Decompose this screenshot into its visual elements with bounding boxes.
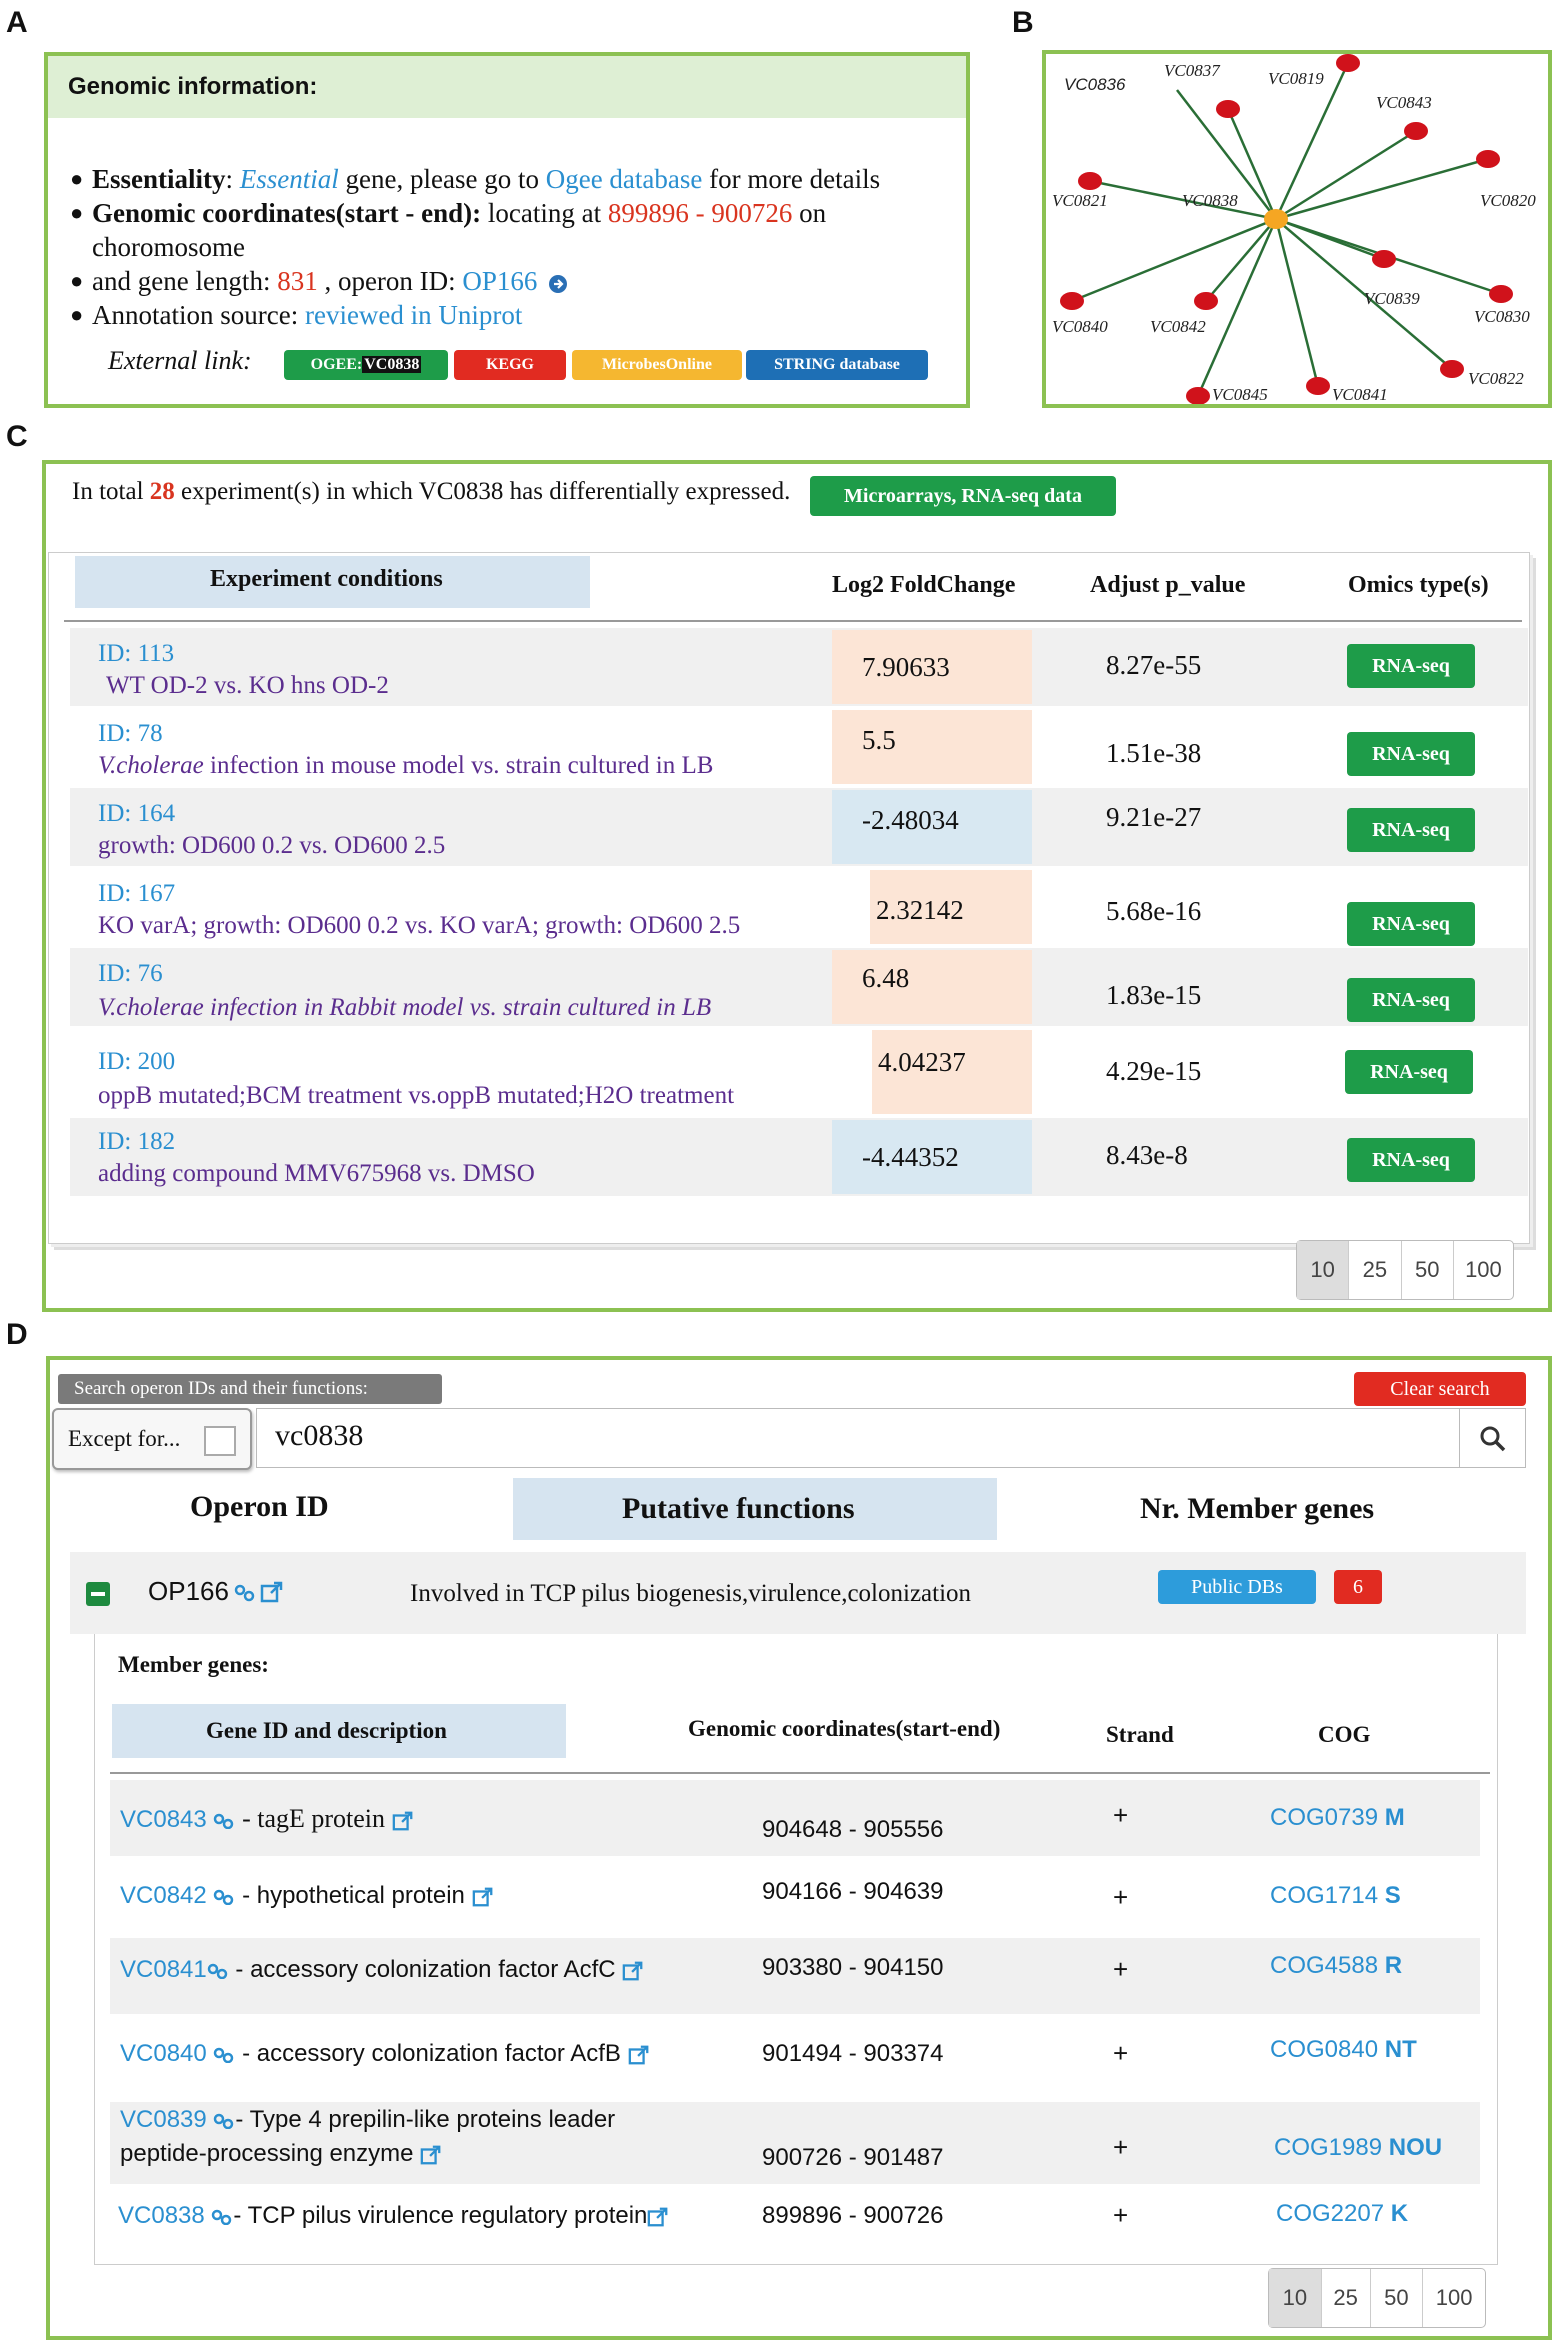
search-bar [256,1408,1526,1468]
link-icon[interactable] [213,2047,235,2063]
external-link-label: External link: [108,346,252,375]
expression-summary: In total 28 experiment(s) in which VC0838 has differentially expressed. [72,478,791,505]
label-vc0840: VC0840 [1052,317,1108,336]
arrow-circle-icon[interactable] [548,274,568,294]
external-link-icon[interactable] [392,1810,414,1832]
experiment-id-link[interactable]: ID: 164 [98,800,176,827]
interaction-network-panel [1042,50,1552,408]
pvalue: 5.68e-16 [1106,896,1202,926]
gene-strand: + [1113,1954,1129,1984]
node-vc0845 [1186,387,1210,404]
panel-label-b: B [1012,6,1034,39]
gene-coords: 899896 - 900726 [762,2202,944,2229]
pvalue: 8.43e-8 [1106,1140,1188,1170]
table-row [70,628,1528,706]
ogee-database-link[interactable]: Ogee database [545,164,703,194]
gene-description: VC0842 - hypothetical protein [120,1882,494,1910]
table-row [70,1028,1528,1109]
external-link-icon[interactable] [622,1960,644,1982]
label-vc0822: VC0822 [1468,369,1524,388]
gene-description: VC0839 - Type 4 prepilin-like proteins leader [120,2106,616,2133]
member-header-divider [110,1772,1490,1774]
foldchange-value: 2.32142 [870,870,1032,944]
external-link-icon[interactable] [260,1580,284,1604]
page-size-50[interactable]: 50 [1402,1241,1454,1299]
gene-id-link[interactable]: VC0841 [120,1956,207,1983]
label-vc0839: VC0839 [1364,289,1420,308]
foldchange-value: -2.48034 [832,790,1032,864]
external-link-icon[interactable] [420,2144,442,2166]
header-foldchange[interactable]: Log2 FoldChange [832,572,1016,598]
gene-strand: + [1113,2200,1129,2230]
label-vc0841: VC0841 [1332,385,1388,404]
clear-search-button[interactable]: Clear search [1354,1372,1526,1406]
pvalue: 1.83e-15 [1106,980,1202,1010]
header-omics[interactable]: Omics type(s) [1348,572,1489,598]
table-row [110,2018,1480,2094]
gene-description: VC0841 - accessory colonization factor AcfC [120,1956,644,1984]
table-row [70,948,1528,1026]
gene-coords: 904648 - 905556 [762,1816,944,1843]
page-size-100[interactable]: 100 [1465,1257,1502,1282]
public-dbs-button[interactable]: Public DBs [1158,1570,1316,1604]
experiment-condition: V.cholerae infection in Rabbit model vs. strain cultured in LB [98,994,712,1021]
operon-label: , operon ID: [324,266,456,296]
coords-mid: locating at [487,198,602,228]
pvalue: 4.29e-15 [1106,1056,1202,1086]
foldchange-value: 5.5 [832,710,1032,784]
external-link-icon[interactable] [628,2044,650,2066]
length-value: 831 [277,266,318,296]
header-genomic-coords[interactable]: Genomic coordinates(start-end) [688,1716,1001,1741]
coords-value: 899896 - 900726 [607,198,793,228]
node-vc0843 [1404,122,1428,140]
gene-id-link[interactable]: VC0840 [120,2040,207,2067]
table-row [70,788,1528,866]
page-size-10[interactable]: 10 [1297,1241,1349,1299]
table-row [70,1118,1528,1196]
gene-coords: 901494 - 903374 [762,2040,944,2067]
omics-rnaseq-button[interactable]: RNA-seq [1345,1050,1473,1094]
experiment-id-link[interactable]: ID: 200 [98,1048,176,1075]
experiment-condition: V.cholerae infection in mouse model vs. strain cultured in LB [98,752,714,779]
search-label: Search operon IDs and their functions: [58,1374,442,1404]
foldchange-value: 6.48 [832,950,1032,1024]
experiment-condition: adding compound MMV675968 vs. DMSO [98,1160,535,1187]
experiment-id-link[interactable]: ID: 76 [98,960,163,987]
node-vc0842 [1194,292,1218,310]
genomic-info-panel [44,52,970,408]
experiment-condition: KO varA; growth: OD600 0.2 vs. KO varA; growth: OD600 2.5 [98,912,741,939]
header-operon-id[interactable]: Operon ID [190,1490,329,1523]
gene-strand: + [1113,2132,1129,2162]
header-member-genes[interactable]: Nr. Member genes [1140,1492,1375,1525]
member-genes-title: Member genes: [118,1652,269,1677]
page-size-25[interactable]: 25 [1349,1241,1401,1299]
member-genes-pager [1268,2268,1486,2328]
essentiality-text: gene, please go to [345,164,539,194]
omics-rnaseq-button[interactable]: RNA-seq [1347,644,1475,688]
annotation-line: ● Annotation source: reviewed in Uniprot [70,300,523,330]
link-icon[interactable] [211,2209,233,2225]
coords-line-2: choromosome [92,232,245,262]
experiment-condition: oppB mutated;BCM treatment vs.oppB mutated;H2O treatment [98,1082,735,1109]
coords-line: ● Genomic coordinates(start - end): locating at 899896 - 900726 on [70,198,827,228]
expression-pager [1296,1240,1514,1300]
omics-rnaseq-button[interactable]: RNA-seq [1347,978,1475,1022]
table-row [110,2102,1480,2184]
table-row [110,1780,1480,1856]
gene-id-link[interactable]: VC0839 [120,2106,207,2133]
omics-rnaseq-button[interactable]: RNA-seq [1347,732,1475,776]
link-icon[interactable] [234,1584,256,1602]
gene-strand: + [1113,1800,1129,1830]
node-vc0841 [1306,377,1330,395]
header-divider [64,620,1522,622]
link-icon[interactable] [213,1813,235,1829]
cog-link[interactable]: COG1989 NOU [1274,2134,1443,2161]
header-conditions[interactable]: Experiment conditions [210,566,443,592]
network-graph [1046,54,1548,404]
experiment-condition: growth: OD600 0.2 vs. OD600 2.5 [98,832,446,859]
string-database-button[interactable]: STRING database [746,350,928,380]
uniprot-link[interactable]: reviewed in Uniprot [304,300,523,330]
gene-strand: + [1113,1882,1129,1912]
essentiality-line: ● Essentiality: Essential gene, please go to Ogee database for more details [70,164,881,194]
experiment-id-link[interactable]: ID: 182 [98,1128,176,1155]
except-for-checkbox[interactable] [204,1426,236,1456]
cog-link[interactable]: COG1714 S [1270,1882,1401,1909]
coords-label: Genomic coordinates(start - end): [92,198,482,228]
label-vc0830: VC0830 [1474,307,1530,326]
link-icon[interactable] [213,2113,235,2129]
gene-description: VC0843 - tagE protein [120,1804,414,1834]
omics-rnaseq-button[interactable]: RNA-seq [1347,902,1475,946]
gene-id-link[interactable]: VC0842 [120,1882,207,1909]
experiment-id-link[interactable]: ID: 78 [98,720,163,747]
node-vc0840 [1060,292,1084,310]
experiment-id-link[interactable]: ID: 113 [98,640,175,667]
node-vc0830 [1489,285,1513,303]
node-vc0821 [1078,172,1102,190]
page-size-50[interactable]: 50 [1371,2269,1424,2327]
header-strand[interactable]: Strand [1106,1722,1174,1747]
annotation-label: Annotation source: [92,300,299,330]
coords-tail: on [799,198,827,228]
label-vc0820: VC0820 [1480,191,1536,210]
table-row [110,1938,1480,2014]
label-vc0837: VC0837 [1164,61,1220,80]
gene-strand: + [1113,2038,1129,2068]
essentiality-value: Essential [239,164,339,194]
gene-coords: 904166 - 904639 [762,1878,944,1905]
table-row [110,2192,1480,2252]
genomic-info-header: Genomic information: [48,56,966,118]
gene-id-link[interactable]: VC0843 [120,1806,207,1833]
label-vc0843: VC0843 [1376,93,1432,112]
page-size-10[interactable]: 10 [1269,2269,1322,2327]
table-row [70,708,1528,786]
collapse-icon[interactable] [86,1582,110,1606]
gene-coords: 903380 - 904150 [762,1954,944,1981]
table-row [70,868,1528,946]
link-icon[interactable] [213,1889,235,1905]
member-count-badge[interactable]: 6 [1334,1570,1382,1604]
foldchange-value: 4.04237 [872,1030,1032,1114]
experiment-id-link[interactable]: ID: 167 [98,880,176,907]
page-size-25[interactable]: 25 [1322,2269,1371,2327]
omics-rnaseq-button[interactable]: RNA-seq [1347,1138,1475,1182]
operon-row [70,1552,1526,1634]
cog-link[interactable]: COG4588 R [1270,1952,1403,1979]
essentiality-tail: for more details [709,164,881,194]
page-size-100[interactable]: 100 [1435,2285,1473,2310]
label-vc0819: VC0819 [1268,69,1324,88]
length-line: ● and gene length: 831 , operon ID: OP166 [92,264,568,298]
search-input[interactable]: vc0838 [275,1419,364,1452]
panel-label-d: D [6,1318,28,1351]
operon-function: Involved in TCP pilus biogenesis,virulence,colonization [410,1580,972,1607]
gene-coords: 900726 - 901487 [762,2144,944,2171]
gene-description-line2: peptide-processing enzyme [120,2140,442,2168]
label-vc0821: VC0821 [1052,191,1108,210]
microbesonline-button[interactable]: MicrobesOnline [572,350,742,380]
node-vc0819 [1336,54,1360,72]
operon-id: OP166 [148,1576,229,1606]
operon-link[interactable]: OP166 [462,266,538,296]
omics-rnaseq-button[interactable]: RNA-seq [1347,808,1475,852]
gene-id-link[interactable]: VC0838 [118,2202,205,2229]
pvalue: 1.51e-38 [1106,738,1202,768]
external-link-icon[interactable] [472,1886,494,1908]
microarrays-rnaseq-button[interactable]: Microarrays, RNA-seq data [810,476,1116,516]
length-label: and gene length: [92,266,271,296]
gene-description: VC0838 - TCP pilus virulence regulatory protein [118,2202,669,2230]
cog-link[interactable]: COG2207 K [1276,2200,1409,2227]
except-for-label: Except for... [68,1426,181,1451]
label-vc0836: VC0836 [1064,75,1126,94]
node-vc0839 [1372,250,1396,268]
node-vc0837 [1216,100,1240,118]
node-vc0822 [1440,360,1464,378]
cog-link[interactable]: COG0840 NT [1270,2036,1417,2063]
pvalue: 8.27e-55 [1106,650,1202,680]
header-cog[interactable]: COG [1318,1722,1371,1747]
experiment-condition: WT OD-2 vs. KO hns OD-2 [106,672,389,699]
experiment-count: 28 [149,478,175,505]
panel-label-c: C [6,420,28,453]
label-vc0845: VC0845 [1212,385,1268,404]
header-pvalue[interactable]: Adjust p_value [1090,572,1246,598]
node-vc0820 [1476,150,1500,168]
label-vc0838: VC0838 [1182,191,1238,210]
table-row [110,1862,1480,1938]
node-vc0838-center [1264,209,1288,229]
foldchange-value: 7.90633 [832,630,1032,704]
kegg-button[interactable]: KEGG [454,350,566,380]
search-icon[interactable] [1479,1425,1507,1453]
ogee-button[interactable]: OGEE: VC0838 [284,350,448,380]
header-putative-functions[interactable]: Putative functions [622,1492,855,1525]
panel-label-a: A [6,6,28,39]
pvalue: 9.21e-27 [1106,802,1202,832]
external-link-icon[interactable] [647,2206,669,2228]
except-for-toggle[interactable] [52,1408,252,1470]
header-gene-id[interactable]: Gene ID and description [206,1718,447,1743]
foldchange-value: -4.44352 [832,1120,1032,1194]
link-icon[interactable] [207,1963,229,1979]
label-vc0842: VC0842 [1150,317,1206,336]
gene-description: VC0840 - accessory colonization factor AcfB [120,2040,650,2068]
cog-link[interactable]: COG0739 M [1270,1804,1405,1831]
essentiality-label: Essentiality [92,164,226,194]
